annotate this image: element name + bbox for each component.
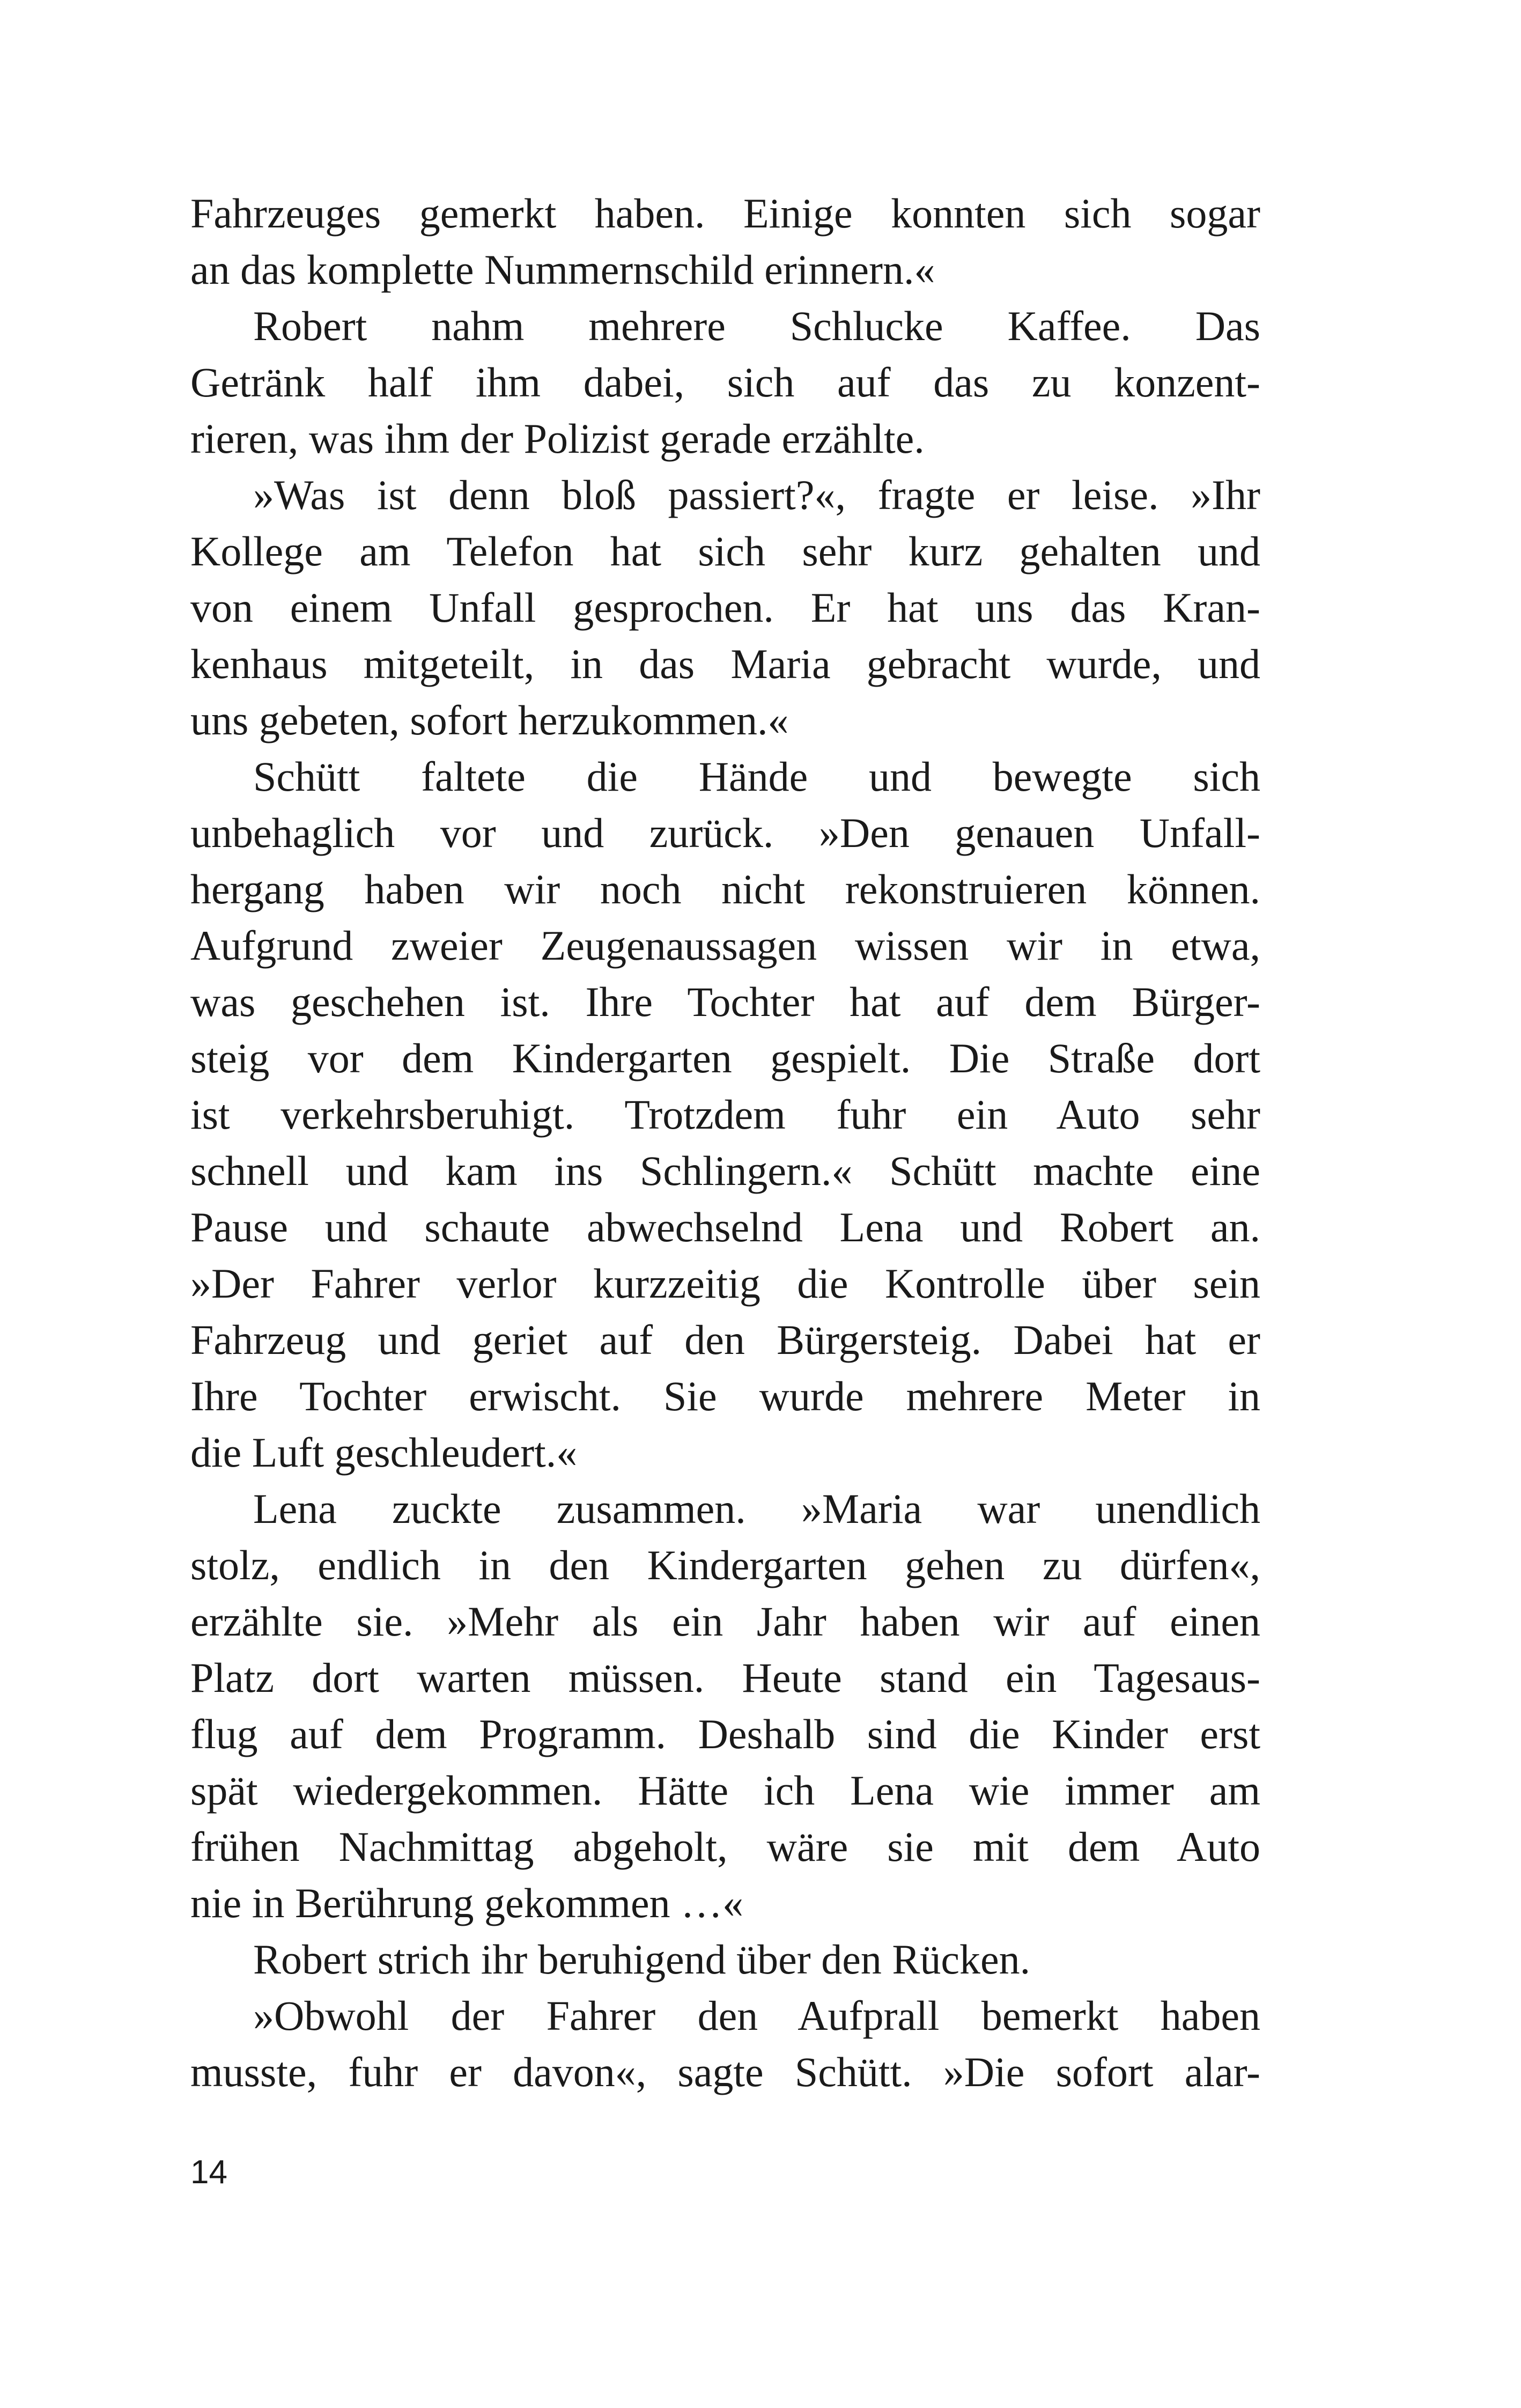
text-line: Robert nahm mehrere Schlucke Kaffee. Das <box>253 303 1260 349</box>
text-line: unbehaglich vor und zurück. »Den genauen Unfall- <box>190 809 1260 856</box>
body-text <box>190 185 1260 2100</box>
text-line: stolz, endlich in den Kindergarten gehen zu dürfen«, <box>190 1542 1260 1588</box>
text-line: Pause und schaute abwechselnd Lena und Robert an. <box>190 1204 1260 1250</box>
text-line: Schütt faltete die Hände und bewegte sich <box>253 753 1260 800</box>
text-line: Aufgrund zweier Zeugenaussagen wissen wir in etwa, <box>190 922 1260 969</box>
text-line: Fahrzeug und geriet auf den Bürgersteig. Dabei hat er <box>190 1316 1260 1363</box>
text-line: rieren, was ihm der Polizist gerade erzählte. <box>190 415 925 462</box>
text-line: kenhaus mitgeteilt, in das Maria gebracht wurde, und <box>190 640 1260 687</box>
text-line: Kollege am Telefon hat sich sehr kurz gehalten und <box>190 528 1260 575</box>
text-line: flug auf dem Programm. Deshalb sind die Kinder erst <box>190 1711 1260 1757</box>
text-line: Fahrzeuges gemerkt haben. Einige konnten sich sogar <box>190 190 1260 237</box>
text-line: ist verkehrsberuhigt. Trotzdem fuhr ein Auto sehr <box>190 1091 1260 1138</box>
text-line: an das komplette Nummernschild erinnern.« <box>190 246 935 293</box>
text-line: uns gebeten, sofort herzukommen.« <box>190 697 789 743</box>
text-line: »Der Fahrer verlor kurzzeitig die Kontrolle über sein <box>190 1260 1260 1307</box>
text-line: von einem Unfall gesprochen. Er hat uns das Kran- <box>190 584 1260 631</box>
text-line: frühen Nachmittag abgeholt, wäre sie mit dem Auto <box>190 1823 1260 1870</box>
text-line: Platz dort warten müssen. Heute stand ein Tagesaus- <box>190 1654 1260 1701</box>
text-line: schnell und kam ins Schlingern.« Schütt machte eine <box>190 1147 1260 1194</box>
text-line: steig vor dem Kindergarten gespielt. Die Straße dort <box>190 1035 1260 1081</box>
text-line: hergang haben wir noch nicht rekonstruieren können. <box>190 866 1260 912</box>
text-line: Getränk half ihm dabei, sich auf das zu konzent- <box>190 359 1260 406</box>
text-line: Robert strich ihr beruhigend über den Rücken. <box>253 1936 1031 1983</box>
text-line: erzählte sie. »Mehr als ein Jahr haben wir auf einen <box>190 1598 1260 1645</box>
text-line: spät wiedergekommen. Hätte ich Lena wie immer am <box>190 1767 1260 1814</box>
text-line: was geschehen ist. Ihre Tochter hat auf dem Bürger- <box>190 978 1260 1025</box>
text-line: »Obwohl der Fahrer den Aufprall bemerkt haben <box>253 1992 1260 2039</box>
text-line: die Luft geschleudert.« <box>190 1429 578 1476</box>
text-line: nie in Berührung gekommen …« <box>190 1880 744 1926</box>
page-number: 14 <box>190 2154 227 2191</box>
text-line: »Was ist denn bloß passiert?«, fragte er leise. »Ihr <box>253 472 1260 518</box>
text-line: musste, fuhr er davon«, sagte Schütt. »Die sofort alar- <box>190 2049 1260 2095</box>
text-line: Ihre Tochter erwischt. Sie wurde mehrere Meter in <box>190 1373 1260 1419</box>
text-line: Lena zuckte zusammen. »Maria war unendlich <box>253 1485 1260 1532</box>
